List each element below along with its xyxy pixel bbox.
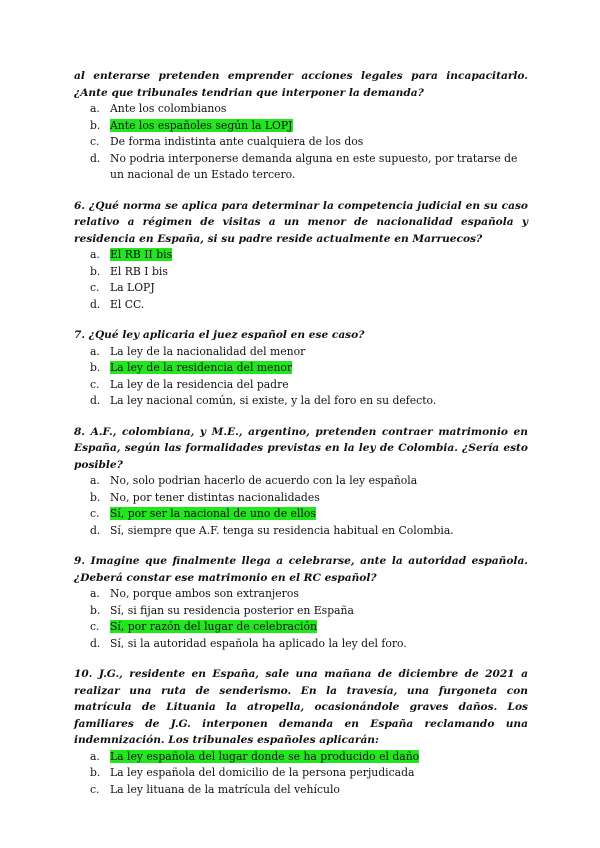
answer-option: [74, 765, 528, 782]
answer-option: [74, 393, 528, 410]
option-text: La ley de la nacionalidad del menor: [110, 344, 306, 358]
answer-option: [74, 134, 528, 151]
answer-option: [74, 377, 528, 394]
option-letter: c.: [90, 620, 100, 633]
option-text: No, solo podrian hacerlo de acuerdo con la ley española: [110, 474, 418, 487]
option-letter: b.: [90, 766, 101, 779]
option-letter: b.: [90, 118, 101, 132]
option-text: El RB II bis: [110, 248, 173, 261]
option-letter: c.: [90, 507, 100, 520]
option-letter: a.: [90, 474, 100, 487]
answer-option: [74, 280, 528, 297]
answer-option: [74, 782, 528, 799]
option-letter: d.: [90, 297, 101, 311]
option-text: De forma indistinta ante cualquiera de los dos: [110, 135, 364, 148]
option-letter: b.: [90, 603, 101, 617]
question-block: [74, 198, 528, 314]
option-text: Ante los españoles según la LOPJ: [110, 118, 293, 132]
question-text: 9. Imagine que finalmente llega a celebrarse, ante la autoridad española. ¿Deberá constar ese matrimonio en el RC español?: [74, 555, 528, 584]
answer-option: [74, 344, 528, 361]
question-text: 8. A.F., colombiana, y M.E., argentino, pretenden contraer matrimonio en España, según las formalidades previstas en la ley de Colombia. ¿Sería esto posible?: [74, 425, 528, 471]
option-letter: c.: [90, 281, 100, 294]
option-text: La ley de la residencia del menor: [110, 361, 293, 374]
options-list: [74, 247, 528, 313]
options-list: [74, 473, 528, 539]
answer-option: [74, 523, 528, 540]
answer-option: [74, 586, 528, 603]
highlighted-answer-option: [74, 506, 528, 523]
option-letter: a.: [90, 102, 100, 115]
option-letter: b.: [90, 361, 101, 374]
highlighted-answer-option: [74, 118, 528, 135]
option-text: La ley nacional común, si existe, y la del foro en su defecto.: [110, 394, 437, 407]
option-letter: a.: [90, 344, 100, 358]
question-text: 6. ¿Qué norma se aplica para determinar la competencia judicial en su caso relativo a régimen de visitas a un menor de nacionalidad española y residencia en España, si su padre reside actualmente en Marruecos?: [74, 199, 528, 245]
option-letter: d.: [90, 636, 101, 650]
option-text: La LOPJ: [110, 281, 155, 294]
option-letter: b.: [90, 264, 101, 278]
option-text: La ley española del lugar donde se ha producido el daño: [110, 749, 420, 763]
options-list: [74, 749, 528, 799]
option-text: No, porque ambos son extranjeros: [110, 587, 299, 600]
option-letter: d.: [90, 394, 101, 407]
answer-option: [74, 264, 528, 281]
question-block: [74, 424, 528, 540]
option-text: Sí, si la autoridad española ha aplicado la ley del foro.: [110, 636, 407, 650]
question-block: [74, 68, 528, 184]
option-letter: c.: [90, 377, 100, 391]
answer-option: [74, 151, 528, 184]
option-text: La ley española del domicilio de la persona perjudicada: [110, 766, 415, 779]
highlighted-answer-option: [74, 749, 528, 766]
question-text: 7. ¿Qué ley aplicaria el juez español en ese caso?: [74, 329, 365, 341]
highlighted-answer-option: [74, 247, 528, 264]
option-letter: a.: [90, 749, 100, 763]
question-block: [74, 553, 528, 652]
answer-option: [74, 473, 528, 490]
answer-option: [74, 101, 528, 118]
option-text: La ley de la residencia del padre: [110, 377, 289, 391]
option-text: El RB I bis: [110, 264, 168, 278]
option-text: Sí, por ser la nacional de uno de ellos: [110, 507, 316, 520]
option-text: La ley lituana de la matrícula del vehículo: [110, 782, 340, 796]
highlighted-answer-option: [74, 619, 528, 636]
question-text: al enterarse pretenden emprender acciones legales para incapacitarlo. ¿Ante que tribunales tendrian que interponer la demanda?: [74, 70, 528, 99]
option-letter: c.: [90, 135, 100, 148]
option-letter: b.: [90, 490, 101, 504]
option-letter: c.: [90, 782, 100, 796]
answer-option: [74, 490, 528, 507]
option-text: No, por tener distintas nacionalidades: [110, 490, 320, 504]
document-page: [74, 68, 528, 812]
options-list: [74, 344, 528, 410]
answer-option: [74, 603, 528, 620]
question-block: [74, 666, 528, 798]
option-letter: a.: [90, 587, 100, 600]
option-text: Ante los colombianos: [110, 102, 227, 115]
options-list: [74, 586, 528, 652]
question-text: 10. J.G., residente en España, sale una mañana de diciembre de 2021 a realizar una ruta de senderismo. En la travesía, una furgoneta con matrícula de Lituania la atropella, ocasionándole graves daños. Los familiares de J.G. interponen demanda en España reclamando una indemnización. Los tribunales españoles aplicarán:: [74, 668, 528, 746]
option-text: No podria interponerse demanda alguna en este supuesto, por tratarse de un nacional de un Estado tercero.: [110, 151, 518, 181]
option-letter: a.: [90, 248, 100, 261]
option-text: Sí, si fijan su residencia posterior en España: [110, 603, 354, 617]
answer-option: [74, 297, 528, 314]
highlighted-answer-option: [74, 360, 528, 377]
options-list: [74, 101, 528, 184]
question-block: [74, 327, 528, 410]
option-letter: d.: [90, 151, 101, 165]
option-letter: d.: [90, 523, 101, 537]
option-text: Sí, por razón del lugar de celebración: [110, 620, 317, 633]
option-text: Sí, siempre que A.F. tenga su residencia habitual en Colombia.: [110, 523, 454, 537]
answer-option: [74, 636, 528, 653]
option-text: El CC.: [110, 297, 145, 311]
